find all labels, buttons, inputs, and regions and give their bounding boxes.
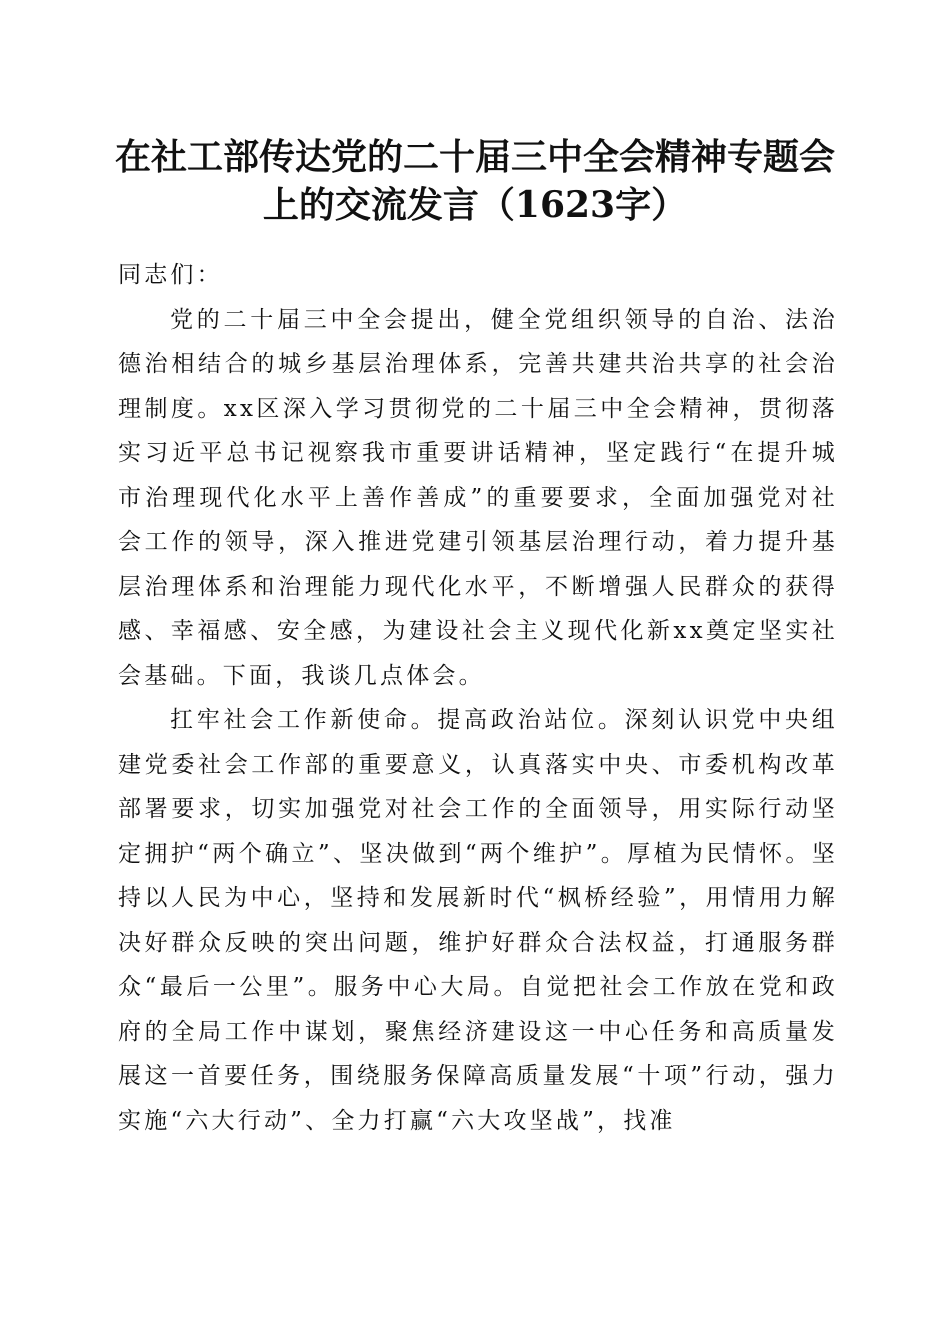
document-body [118, 253, 838, 1143]
paragraph-1: 党的二十届三中全会提出，健全党组织领导的自治、法治德治相结合的城乡基层治理体系，完善共建共治共享的社会治理制度。xx区深入学习贯彻党的二十届三中全会精神，贯彻落实习近平总书记视察我市重要讲话精神，坚定践行“在提升城市治理现代化水平上善作善成”的重要要求，全面加强党对社会工作的领导，深入推进党建引领基层治理行动，着力提升基层治理体系和治理能力现代化水平，不断增强人民群众的获得感、幸福感、安全感，为建设社会主义现代化新xx奠定坚实社会基础。下面，我谈几点体会。 [118, 306, 838, 689]
document-title [100, 133, 850, 229]
paragraph-2: 扛牢社会工作新使命。提高政治站位。深刻认识党中央组建党委社会工作部的重要意义，认真落实中央、市委机构改革部署要求，切实加强党对社会工作的全面领导，用实际行动坚定拥护“两个确立”、坚决做到“两个维护”。厚植为民情怀。坚持以人民为中心，坚持和发展新时代“枫桥经验”，用情用力解决好群众反映的突出问题，维护好群众合法权益，打通服务群众“最后一公里”。服务中心大局。自觉把社会工作放在党和政府的全局工作中谋划，聚焦经济建设这一中心任务和高质量发展这一首要任务，围绕服务保障高质量发展“十项”行动，强力实施“六大行动”、全力打赢“六大攻坚战”，找准 [118, 707, 838, 1134]
salutation: 同志们： [118, 262, 223, 288]
title-line-1: 在社工部传达党的二十届三中全会精神专题会 [114, 136, 835, 178]
title-line-2: 上的交流发言（1623字） [262, 184, 688, 226]
